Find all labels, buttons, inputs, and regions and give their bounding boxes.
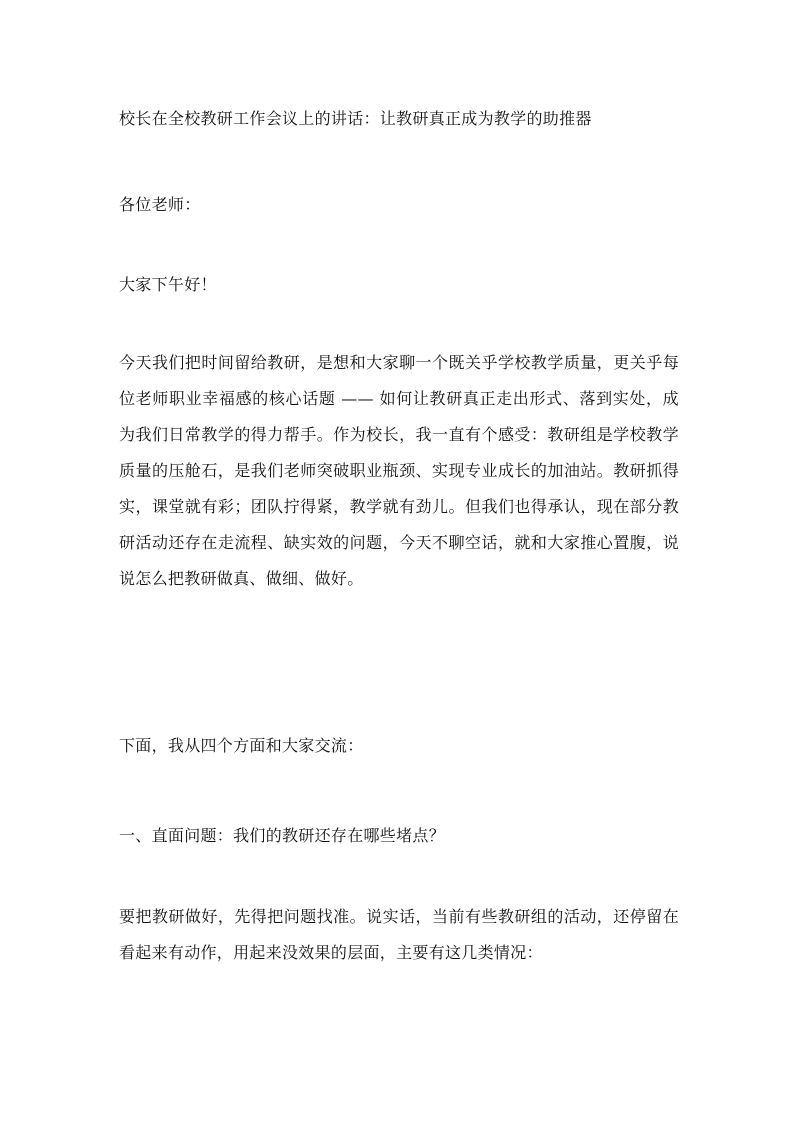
transition-paragraph: 下面，我从四个方面和大家交流：	[119, 736, 364, 755]
salutation: 各位老师：	[119, 195, 201, 214]
document-title: 校长在全校教研工作会议上的讲话：让教研真正成为教学的助推器	[119, 109, 592, 128]
greeting: 大家下午好！	[119, 275, 217, 294]
intro-paragraph: 今天我们把时间留给教研，是想和大家聊一个既关乎学校教学质量，更关乎每位老师职业幸福感的核心话题 —— 如何让教研真正走出形式、落到实处，成为我们日常教学的得力帮手。作为校长，我一直有个感受：教研组是学校教学质量的压舱石，是我们老师突破职业瓶颈、实现专业成长的加油站。教研抓得实，课堂就有彩；团队拧得紧，教学就有劲儿。但我们也得承认，现在部分教研活动还存在走流程、缺实效的问题，今天不聊空话，就和大家推心置腹，说说怎么把教研做真、做细、做好。	[119, 353, 679, 588]
section-1-paragraph: 要把教研做好，先得把问题找准。说实话，当前有些教研组的活动，还停留在看起来有动作，用起来没效果的层面，主要有这几类情况：	[119, 907, 679, 962]
section-heading-1: 一、直面问题：我们的教研还存在哪些堵点？	[119, 826, 446, 845]
